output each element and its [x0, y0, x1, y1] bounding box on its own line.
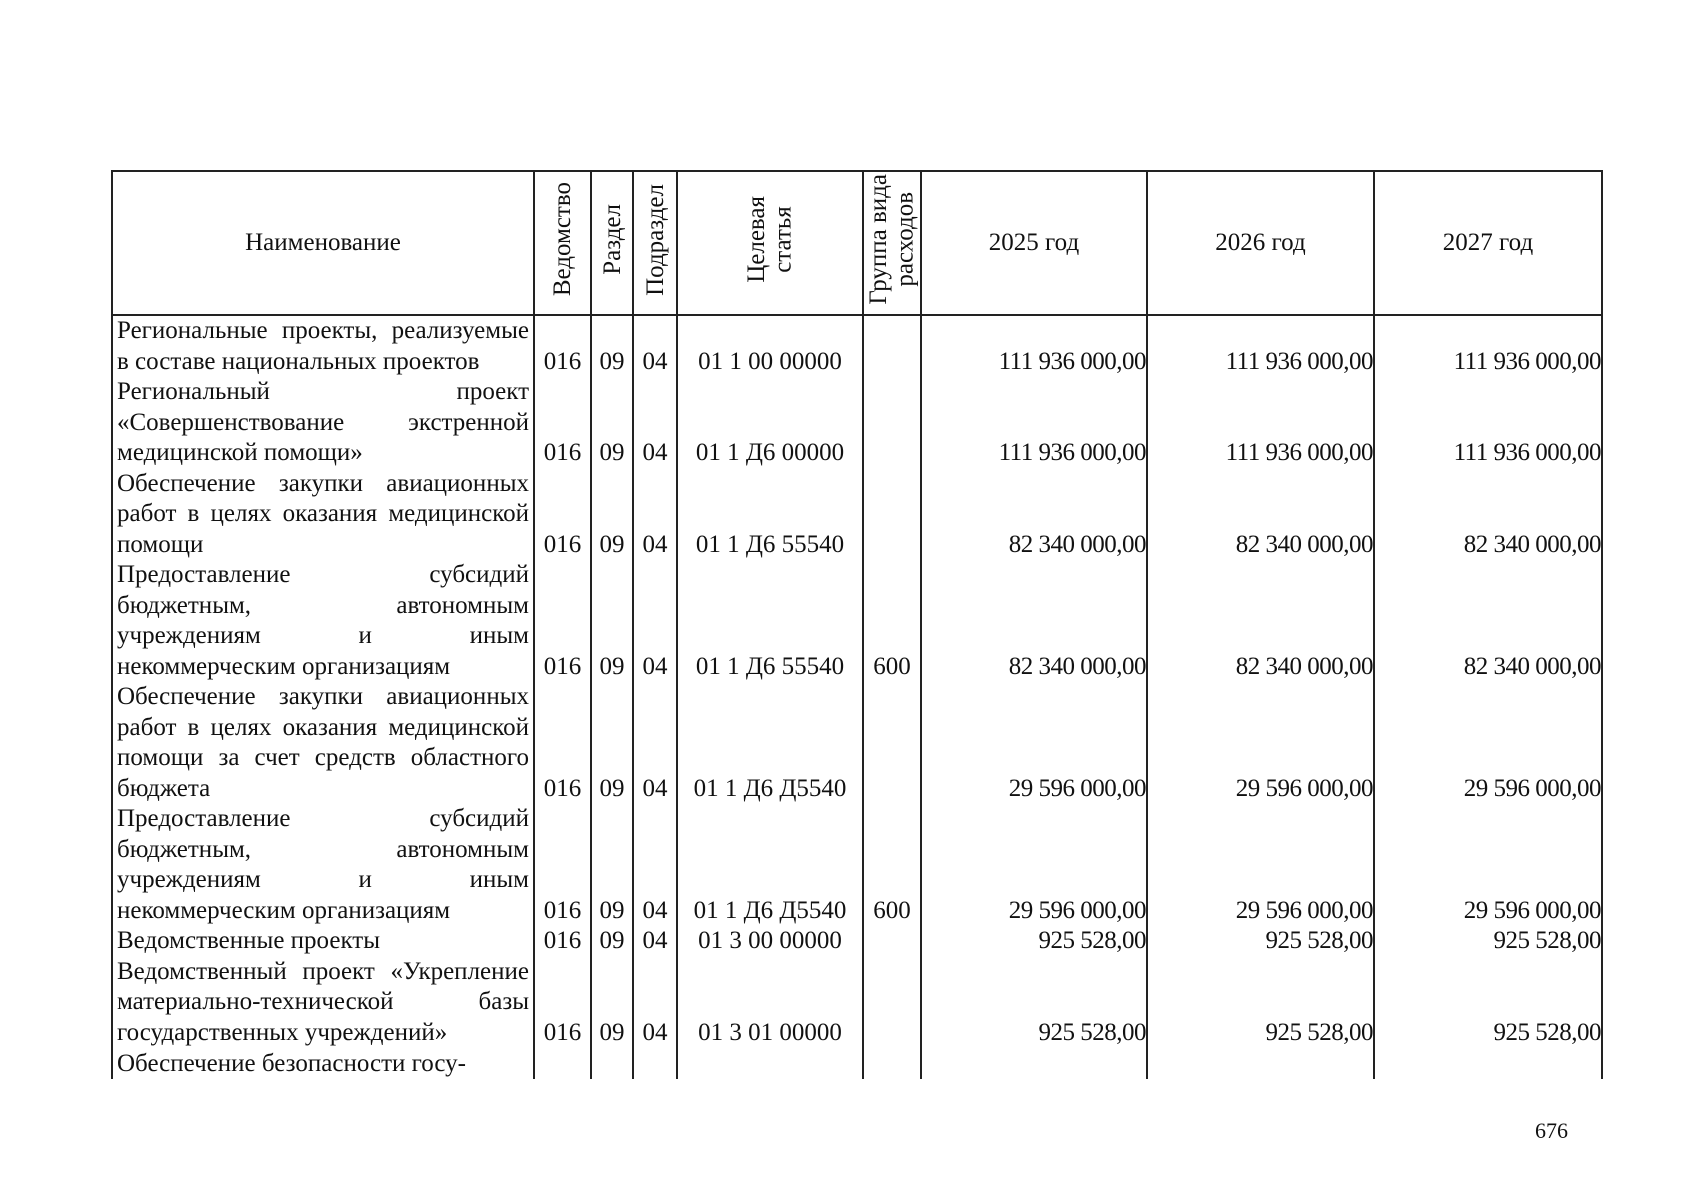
- row-2027: 82 340 000,00: [1374, 560, 1602, 682]
- row-target: 01 1 Д6 Д5540: [677, 804, 863, 926]
- row-2026: 111 936 000,00: [1147, 377, 1374, 469]
- row-2025: 111 936 000,00: [921, 377, 1147, 469]
- row-target: 01 1 Д6 Д5540: [677, 682, 863, 804]
- table-header-row: [112, 171, 1602, 315]
- row-2027: 29 596 000,00: [1374, 682, 1602, 804]
- row-dept: 016: [534, 560, 591, 682]
- row-2026: 111 936 000,00: [1147, 315, 1374, 377]
- row-section: 09: [591, 469, 633, 561]
- row-2027: 925 528,00: [1374, 957, 1602, 1049]
- row-2026: 29 596 000,00: [1147, 804, 1374, 926]
- table-row: [112, 957, 1602, 1049]
- row-2027: 29 596 000,00: [1374, 804, 1602, 926]
- row-target: 01 1 Д6 55540: [677, 560, 863, 682]
- row-expense-group: 600: [863, 560, 921, 682]
- row-dept: 016: [534, 804, 591, 926]
- header-subsection: Подраздел: [633, 171, 677, 315]
- page-number: 676: [1535, 1118, 1568, 1143]
- row-expense-group: [863, 377, 921, 469]
- header-dept: Ведомство: [534, 171, 591, 315]
- row-target: 01 1 Д6 55540: [677, 469, 863, 561]
- header-expense-group: Группа вида расходов: [863, 171, 921, 315]
- row-dept: 016: [534, 315, 591, 377]
- table-row: [112, 926, 1602, 957]
- row-2026: 82 340 000,00: [1147, 469, 1374, 561]
- header-2026: 2026 год: [1147, 171, 1374, 315]
- row-subsection: 04: [633, 377, 677, 469]
- row-2025: 29 596 000,00: [921, 682, 1147, 804]
- row-target: 01 1 00 00000: [677, 315, 863, 377]
- header-target: Целевая статья: [677, 171, 863, 315]
- row-name: Обеспечение закупки авиационных работ в целях оказания медицинской помощи: [112, 469, 534, 561]
- row-expense-group: [863, 926, 921, 957]
- continuation-row: [112, 1048, 1602, 1079]
- header-2025: 2025 год: [921, 171, 1147, 315]
- row-subsection: 04: [633, 804, 677, 926]
- row-name: Региональные проекты, реализуемые в составе национальных проектов: [112, 315, 534, 377]
- row-2025: 111 936 000,00: [921, 315, 1147, 377]
- row-dept: 016: [534, 957, 591, 1049]
- row-subsection: 04: [633, 315, 677, 377]
- header-2027: 2027 год: [1374, 171, 1602, 315]
- row-target: 01 3 01 00000: [677, 957, 863, 1049]
- table-row: [112, 682, 1602, 804]
- row-section: 09: [591, 560, 633, 682]
- row-target: 01 3 00 00000: [677, 926, 863, 957]
- table-row: [112, 377, 1602, 469]
- row-subsection: 04: [633, 560, 677, 682]
- row-2025: 29 596 000,00: [921, 804, 1147, 926]
- row-expense-group: [863, 682, 921, 804]
- row-2026: 82 340 000,00: [1147, 560, 1374, 682]
- row-name: Предоставление субсидий бюджетным, автономным учреждениям и иным некоммерческим организациям: [112, 560, 534, 682]
- row-2027: 82 340 000,00: [1374, 469, 1602, 561]
- row-subsection: 04: [633, 682, 677, 804]
- row-dept: 016: [534, 377, 591, 469]
- row-section: 09: [591, 377, 633, 469]
- table-row: [112, 315, 1602, 377]
- row-name: Обеспечение закупки авиационных работ в целях оказания медицинской помощи за счет средств областного бюджета: [112, 682, 534, 804]
- row-name: Ведомственный проект «Укрепление материально-технической базы государственных учреждений»: [112, 957, 534, 1049]
- row-expense-group: 600: [863, 804, 921, 926]
- table-row: [112, 560, 1602, 682]
- row-name: Предоставление субсидий бюджетным, автономным учреждениям и иным некоммерческим организациям: [112, 804, 534, 926]
- row-section: 09: [591, 315, 633, 377]
- row-2027: 111 936 000,00: [1374, 377, 1602, 469]
- row-dept: 016: [534, 682, 591, 804]
- row-expense-group: [863, 469, 921, 561]
- row-2025: 82 340 000,00: [921, 469, 1147, 561]
- row-section: 09: [591, 926, 633, 957]
- row-2025: 925 528,00: [921, 926, 1147, 957]
- row-2027: 925 528,00: [1374, 926, 1602, 957]
- row-2025: 925 528,00: [921, 957, 1147, 1049]
- row-2026: 29 596 000,00: [1147, 682, 1374, 804]
- header-section: Раздел: [591, 171, 633, 315]
- budget-table: [111, 170, 1603, 1079]
- row-section: 09: [591, 804, 633, 926]
- row-target: 01 1 Д6 00000: [677, 377, 863, 469]
- row-subsection: 04: [633, 469, 677, 561]
- row-subsection: 04: [633, 957, 677, 1049]
- continuation-name: Обеспечение безопасности госу-: [112, 1048, 534, 1079]
- row-name: Региональный проект «Совершенствование экстренной медицинской помощи»: [112, 377, 534, 469]
- row-name: Ведомственные проекты: [112, 926, 534, 957]
- header-name: Наименование: [112, 171, 534, 315]
- row-2027: 111 936 000,00: [1374, 315, 1602, 377]
- row-section: 09: [591, 957, 633, 1049]
- row-dept: 016: [534, 469, 591, 561]
- row-2026: 925 528,00: [1147, 957, 1374, 1049]
- row-2026: 925 528,00: [1147, 926, 1374, 957]
- row-expense-group: [863, 315, 921, 377]
- row-2025: 82 340 000,00: [921, 560, 1147, 682]
- row-dept: 016: [534, 926, 591, 957]
- table-row: [112, 804, 1602, 926]
- row-expense-group: [863, 957, 921, 1049]
- row-section: 09: [591, 682, 633, 804]
- row-subsection: 04: [633, 926, 677, 957]
- table-row: [112, 469, 1602, 561]
